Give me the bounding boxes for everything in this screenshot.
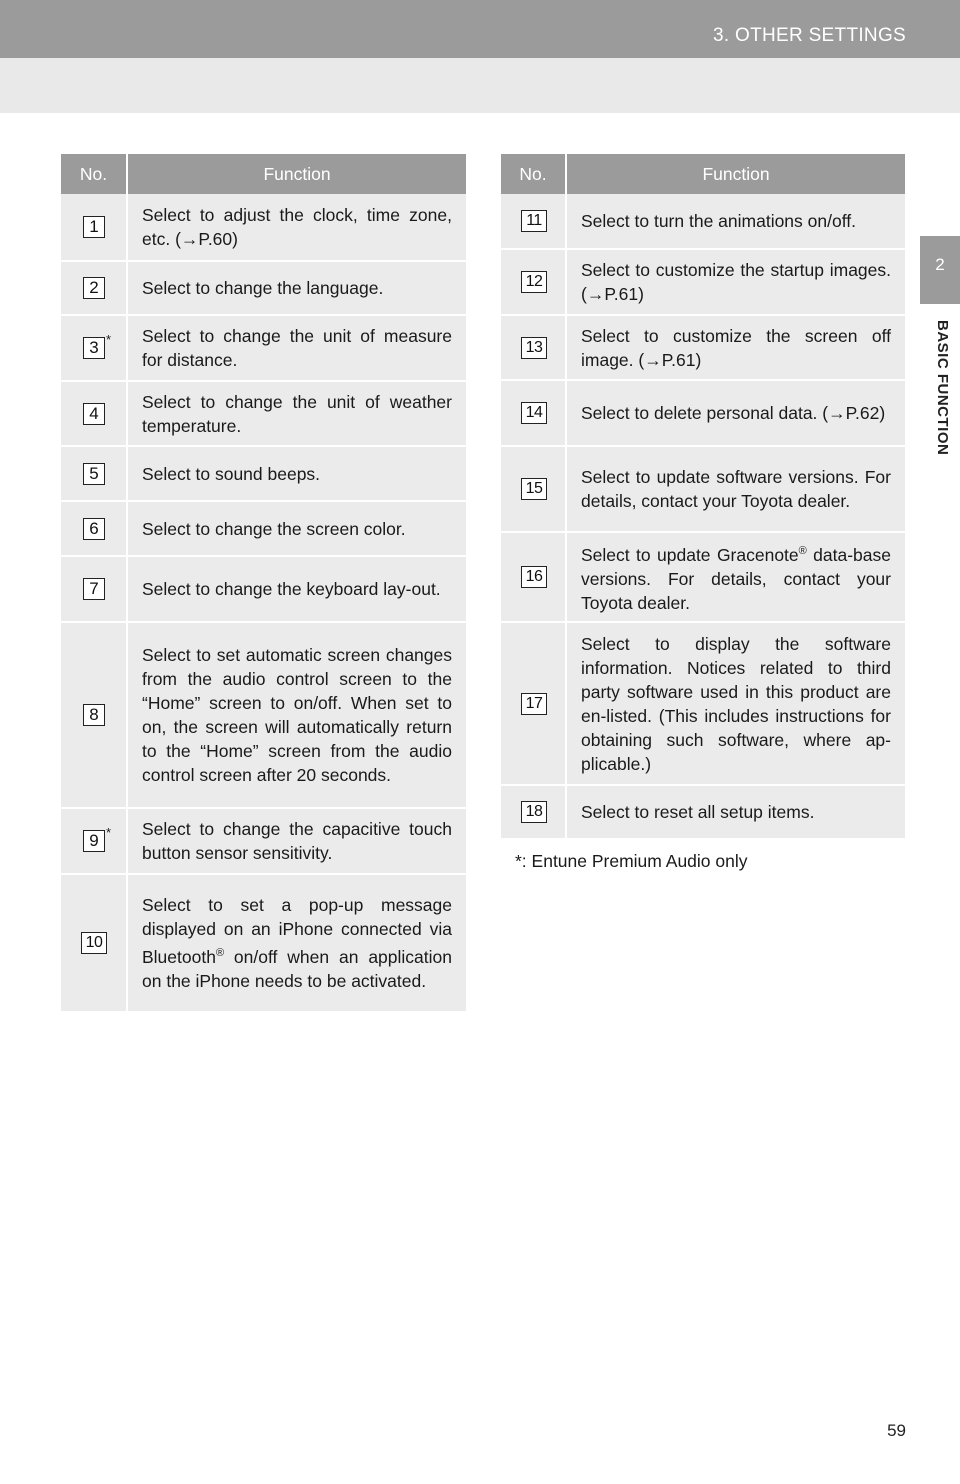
row-number-cell — [501, 380, 566, 446]
table-row — [501, 446, 905, 532]
section-title: 3. OTHER SETTINGS — [712, 25, 906, 46]
item-number-badge: 6 — [83, 518, 105, 540]
item-number-badge: 13 — [521, 337, 547, 359]
function-description: Select to change the keyboard lay-out. — [127, 556, 466, 622]
table-row — [501, 315, 905, 380]
table-row — [501, 622, 905, 785]
function-description: Select to change the screen color. — [127, 501, 466, 556]
column-header-no: No. — [61, 154, 127, 194]
registered-mark: ® — [798, 545, 807, 558]
column-header-function: Function — [127, 154, 466, 194]
function-description: Select to set a pop-up message displayed on an iPhone connected via Bluetooth® on/off when an application on the iPhone needs to be activated. — [127, 874, 466, 1012]
row-number-cell — [501, 315, 566, 380]
row-number-cell — [61, 194, 127, 261]
row-number-cell — [61, 446, 127, 501]
function-description: Select to customize the startup images. (→P.61) — [566, 249, 905, 315]
function-description: Select to delete personal data. (→P.62) — [566, 380, 905, 446]
chapter-label: BASIC FUNCTION — [934, 320, 951, 456]
table-row — [61, 808, 466, 874]
row-number-cell — [501, 785, 566, 839]
item-number-badge: 12 — [521, 271, 547, 293]
row-number-cell — [501, 532, 566, 622]
chapter-tab: 2 — [920, 236, 960, 304]
item-number-badge: 11 — [521, 210, 547, 232]
function-description: Select to change the unit of measure for distance. — [127, 315, 466, 381]
row-number-cell — [61, 556, 127, 622]
item-number-badge: 9 — [83, 830, 105, 852]
table-row — [61, 261, 466, 315]
table-row — [61, 622, 466, 808]
row-number-cell — [501, 249, 566, 315]
table-row — [61, 501, 466, 556]
function-description: Select to update Gracenote® data-base versions. For details, contact your Toyota dealer. — [566, 532, 905, 622]
function-description: Select to turn the animations on/off. — [566, 194, 905, 249]
table-row — [61, 556, 466, 622]
function-description: Select to change the unit of weather temperature. — [127, 381, 466, 446]
table-row — [501, 194, 905, 249]
item-number-badge: 18 — [521, 801, 547, 823]
item-number-badge: 7 — [83, 578, 105, 600]
function-description: Select to reset all setup items. — [566, 785, 905, 839]
row-number-cell — [61, 381, 127, 446]
item-number-badge: 10 — [81, 932, 107, 954]
row-number-cell — [501, 622, 566, 785]
footnote-marker: * — [106, 825, 112, 840]
item-number-badge: 1 — [83, 216, 105, 238]
footnote: *: Entune Premium Audio only — [515, 851, 748, 871]
row-number-cell — [61, 315, 127, 381]
table-row — [61, 874, 466, 1012]
item-number-badge: 3 — [83, 337, 105, 359]
row-number-cell — [501, 446, 566, 532]
table-row — [61, 194, 466, 261]
item-number-badge: 15 — [521, 478, 547, 500]
function-description: Select to customize the screen off image. (→P.61) — [566, 315, 905, 380]
item-number-badge: 16 — [521, 566, 547, 588]
function-description: Select to update software versions. For details, contact your Toyota dealer. — [566, 446, 905, 532]
registered-mark: ® — [215, 947, 225, 960]
table-body-right — [501, 194, 905, 839]
page-number: 59 — [887, 1421, 906, 1440]
table-row — [501, 249, 905, 315]
row-number-cell — [61, 261, 127, 315]
column-header-no: No. — [501, 154, 566, 194]
function-table-left — [61, 154, 466, 1013]
row-number-cell — [61, 501, 127, 556]
table-row — [61, 446, 466, 501]
item-number-badge: 8 — [83, 704, 105, 726]
table-row — [61, 381, 466, 446]
row-number-cell — [61, 874, 127, 1012]
table-row — [501, 380, 905, 446]
table-row — [501, 532, 905, 622]
item-number-badge: 5 — [83, 463, 105, 485]
function-table-right — [501, 154, 905, 840]
function-description: Select to sound beeps. — [127, 446, 466, 501]
table-row — [501, 785, 905, 839]
table-row — [61, 315, 466, 381]
function-description: Select to display the software information. Notices related to third party software used in this product are en-listed. (This includes instructions for obtaining such software, where ap-plicable.) — [566, 622, 905, 785]
item-number-badge: 17 — [521, 693, 547, 715]
row-number-cell — [501, 194, 566, 249]
function-description: Select to change the language. — [127, 261, 466, 315]
header-subband — [0, 58, 960, 113]
table-body-left — [61, 194, 466, 1012]
function-description: Select to set automatic screen changes from the audio control screen to the “Home” screen to on/off. When set to on, the screen will automatically return to the “Home” screen from the audio control screen after 20 seconds. — [127, 622, 466, 808]
item-number-badge: 4 — [83, 403, 105, 425]
row-number-cell — [61, 808, 127, 874]
function-description: Select to adjust the clock, time zone, etc. (→P.60) — [127, 194, 466, 261]
function-description: Select to change the capacitive touch button sensor sensitivity. — [127, 808, 466, 874]
row-number-cell — [61, 622, 127, 808]
footnote-marker: * — [106, 332, 112, 347]
item-number-badge: 14 — [521, 402, 547, 424]
column-header-function: Function — [566, 154, 905, 194]
item-number-badge: 2 — [83, 277, 105, 299]
